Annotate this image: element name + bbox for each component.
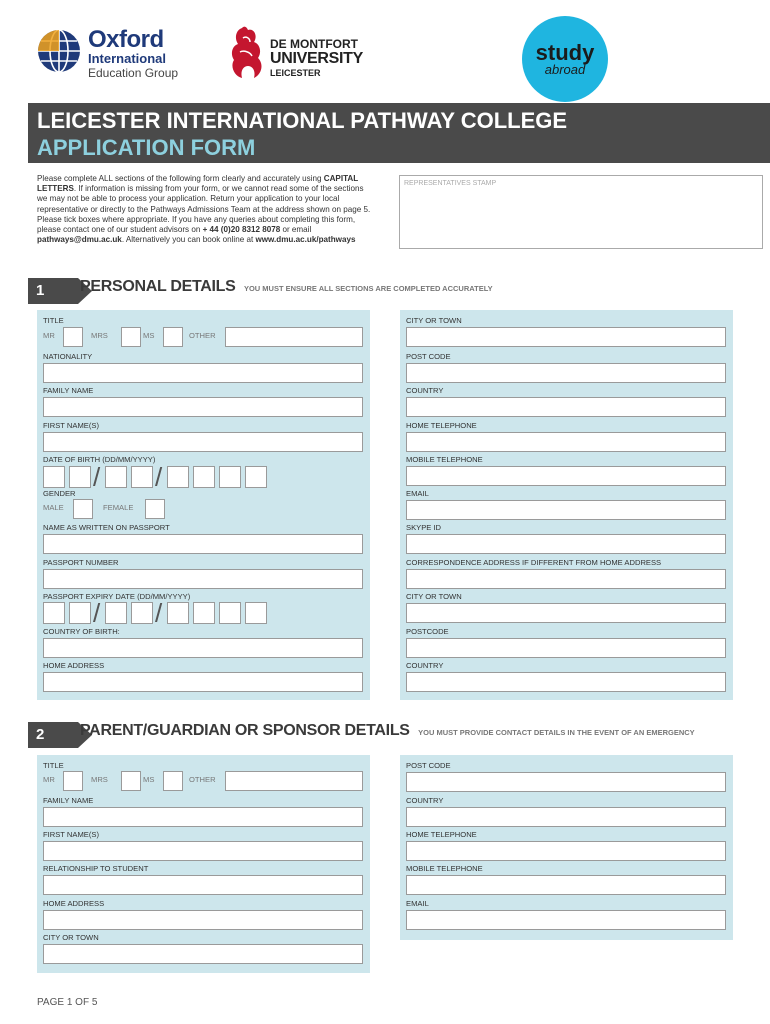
guardian-mobile-telephone-input[interactable] (406, 875, 726, 895)
relationship-input[interactable] (43, 875, 363, 895)
dob-slash-2: / (155, 462, 163, 492)
home-address-label: HOME ADDRESS (43, 661, 105, 670)
email-label: EMAIL (406, 489, 429, 498)
gender-female-label: FEMALE (103, 503, 134, 512)
intro-paragraph (37, 174, 372, 245)
dob-month-2[interactable] (131, 466, 153, 488)
family-name-input[interactable] (43, 397, 363, 417)
dob-slash-1: / (93, 462, 101, 492)
title-mrs-checkbox[interactable] (121, 327, 141, 347)
lion-crest-icon (228, 24, 268, 80)
dob-year-2[interactable] (193, 466, 215, 488)
oxford-international-logo (36, 28, 186, 80)
intro-text-1: Please complete ALL sections of the following form clearly and accurately using (37, 174, 322, 183)
oxford-logo-line3: Education Group (88, 66, 179, 80)
expiry-year-1[interactable] (167, 602, 189, 624)
guardian-home-telephone-input[interactable] (406, 841, 726, 861)
gender-male-checkbox[interactable] (73, 499, 93, 519)
guardian-title-other-input[interactable] (225, 771, 363, 791)
postcode2-input[interactable] (406, 638, 726, 658)
country-of-birth-label: COUNTRY OF BIRTH: (43, 627, 120, 636)
title-other-input[interactable] (225, 327, 363, 347)
title-option-mrs-label: MRS (91, 331, 108, 340)
nationality-label: NATIONALITY (43, 352, 93, 361)
passport-number-label: PASSPORT NUMBER (43, 558, 119, 567)
dob-day-1[interactable] (43, 466, 65, 488)
city2-input[interactable] (406, 603, 726, 623)
email-input[interactable] (406, 500, 726, 520)
country2-input[interactable] (406, 672, 726, 692)
expiry-year-3[interactable] (219, 602, 241, 624)
home-telephone-input[interactable] (406, 432, 726, 452)
guardian-email-input[interactable] (406, 910, 726, 930)
section-1-number: 1 (28, 278, 78, 304)
guardian-first-names-input[interactable] (43, 841, 363, 861)
intro-text-2: . If information is missing from your form, or we cannot read some of the sections we may not be able to process your application. Return your application to your local representative or directly to the Pathways Admissions Team at the address shown on page 5. Please tick boxes where appropriate. If you have any queries about completing this form, please contact one of our student advisors on (37, 184, 371, 235)
section-1-title: PERSONAL DETAILS (80, 278, 236, 295)
oxford-logo-line1: Oxford (88, 26, 164, 53)
guardian-country-input[interactable] (406, 807, 726, 827)
title-label: TITLE (43, 316, 64, 325)
intro-url-link[interactable]: www.dmu.ac.uk/pathways (255, 235, 356, 245)
guardian-title-mrs-label: MRS (91, 775, 108, 784)
passport-name-input[interactable] (43, 534, 363, 554)
city2-label: CITY OR TOWN (406, 592, 462, 601)
gender-label: GENDER (43, 489, 76, 498)
guardian-title-label: TITLE (43, 761, 64, 770)
city-label: CITY OR TOWN (406, 316, 462, 325)
guardian-post-code-label: POST CODE (406, 761, 451, 770)
guardian-first-names-label: FIRST NAME(S) (43, 830, 99, 839)
home-telephone-label: HOME TELEPHONE (406, 421, 477, 430)
intro-text-3: or email (280, 225, 312, 235)
guardian-home-telephone-label: HOME TELEPHONE (406, 830, 477, 839)
expiry-year-2[interactable] (193, 602, 215, 624)
gender-male-label: MALE (43, 503, 64, 512)
dob-label: DATE OF BIRTH (DD/MM/YYYY) (43, 455, 156, 464)
gender-female-checkbox[interactable] (145, 499, 165, 519)
form-title-band (28, 103, 770, 163)
postcode2-label: POSTCODE (406, 627, 449, 636)
passport-number-input[interactable] (43, 569, 363, 589)
mobile-telephone-label: MOBILE TELEPHONE (406, 455, 483, 464)
globe-icon (36, 28, 82, 74)
guardian-post-code-input[interactable] (406, 772, 726, 792)
intro-capital-letters: CAPITAL LETTERS (37, 174, 359, 194)
country2-label: COUNTRY (406, 661, 444, 670)
passport-expiry-label: PASSPORT EXPIRY DATE (DD/MM/YYYY) (43, 592, 191, 601)
expiry-slash-1: / (93, 598, 101, 628)
section-1-subtitle: YOU MUST ENSURE ALL SECTIONS ARE COMPLETED ACCURATELY (243, 284, 493, 293)
passport-name-label: NAME AS WRITTEN ON PASSPORT (43, 523, 170, 532)
guardian-home-address-label: HOME ADDRESS (43, 899, 105, 908)
section-1-right-panel (400, 310, 733, 700)
intro-email-link[interactable]: pathways@dmu.ac.uk (37, 235, 122, 245)
title-option-ms-label: MS (143, 331, 155, 340)
guardian-title-mr-checkbox[interactable] (63, 771, 83, 791)
study-logo-line2: abroad (544, 62, 586, 77)
title-mr-checkbox[interactable] (63, 327, 83, 347)
dob-year-3[interactable] (219, 466, 241, 488)
dob-year-1[interactable] (167, 466, 189, 488)
city-input[interactable] (406, 327, 726, 347)
dmu-logo-line3: LEICESTER (270, 68, 321, 78)
expiry-month-2[interactable] (131, 602, 153, 624)
guardian-title-other-label: OTHER (189, 775, 216, 784)
guardian-city-input[interactable] (43, 944, 363, 964)
first-names-input[interactable] (43, 432, 363, 452)
expiry-year-4[interactable] (245, 602, 267, 624)
correspondence-address-input[interactable] (406, 569, 726, 589)
section-1-left-panel (37, 310, 370, 700)
country-input[interactable] (406, 397, 726, 417)
dob-day-2[interactable] (69, 466, 91, 488)
intro-text-4: . Alternatively you can book online at (121, 235, 256, 245)
nationality-input[interactable] (43, 363, 363, 383)
representatives-stamp-box (399, 175, 763, 249)
expiry-day-1[interactable] (43, 602, 65, 624)
expiry-day-2[interactable] (69, 602, 91, 624)
guardian-title-mrs-checkbox[interactable] (121, 771, 141, 791)
relationship-label: RELATIONSHIP TO STUDENT (43, 864, 149, 873)
guardian-mobile-telephone-label: MOBILE TELEPHONE (406, 864, 483, 873)
expiry-slash-2: / (155, 598, 163, 628)
guardian-city-label: CITY OR TOWN (43, 933, 99, 942)
section-2-title: PARENT/GUARDIAN OR SPONSOR DETAILS (80, 722, 410, 739)
guardian-family-name-input[interactable] (43, 807, 363, 827)
guardian-country-label: COUNTRY (406, 796, 444, 805)
post-code-label: POST CODE (406, 352, 451, 361)
home-address-input[interactable] (43, 672, 363, 692)
oxford-logo-line2: International (88, 51, 167, 66)
dmu-logo-line2: UNIVERSITY (270, 50, 364, 67)
skype-id-label: SKYPE ID (406, 523, 442, 532)
guardian-title-mr-label: MR (43, 775, 55, 784)
section-2-number: 2 (28, 722, 78, 748)
representatives-stamp-label: REPRESENTATIVES STAMP (404, 180, 497, 187)
mobile-telephone-input[interactable] (406, 466, 726, 486)
correspondence-address-label: CORRESPONDENCE ADDRESS IF DIFFERENT FROM HOME ADDRESS (406, 558, 662, 567)
guardian-title-ms-checkbox[interactable] (163, 771, 183, 791)
title-ms-checkbox[interactable] (163, 327, 183, 347)
guardian-home-address-input[interactable] (43, 910, 363, 930)
post-code-input[interactable] (406, 363, 726, 383)
first-names-label: FIRST NAME(S) (43, 421, 99, 430)
section-2-subtitle: YOU MUST PROVIDE CONTACT DETAILS IN THE EVENT OF AN EMERGENCY (418, 728, 695, 737)
dmu-logo-line1: DE MONTFORT (270, 37, 358, 51)
study-logo-line1: study (535, 40, 595, 65)
title-option-mr-label: MR (43, 331, 55, 340)
section-2-right-panel (400, 755, 733, 940)
section-2-left-panel (37, 755, 370, 973)
guardian-family-name-label: FAMILY NAME (43, 796, 94, 805)
intro-phone: + 44 (0)20 8312 8078 (202, 225, 281, 235)
dob-month-1[interactable] (105, 466, 127, 488)
title-option-other-label: OTHER (189, 331, 216, 340)
form-title: LEICESTER INTERNATIONAL PATHWAY COLLEGE (37, 108, 568, 133)
study-abroad-logo (522, 16, 608, 102)
de-montfort-university-logo (228, 24, 388, 82)
country-of-birth-input[interactable] (43, 638, 363, 658)
guardian-title-ms-label: MS (143, 775, 155, 784)
page-number: PAGE 1 OF 5 (37, 997, 98, 1008)
family-name-label: FAMILY NAME (43, 386, 94, 395)
dob-year-4[interactable] (245, 466, 267, 488)
country-label: COUNTRY (406, 386, 444, 395)
form-subtitle: APPLICATION FORM (37, 135, 256, 160)
guardian-email-label: EMAIL (406, 899, 429, 908)
skype-id-input[interactable] (406, 534, 726, 554)
expiry-month-1[interactable] (105, 602, 127, 624)
